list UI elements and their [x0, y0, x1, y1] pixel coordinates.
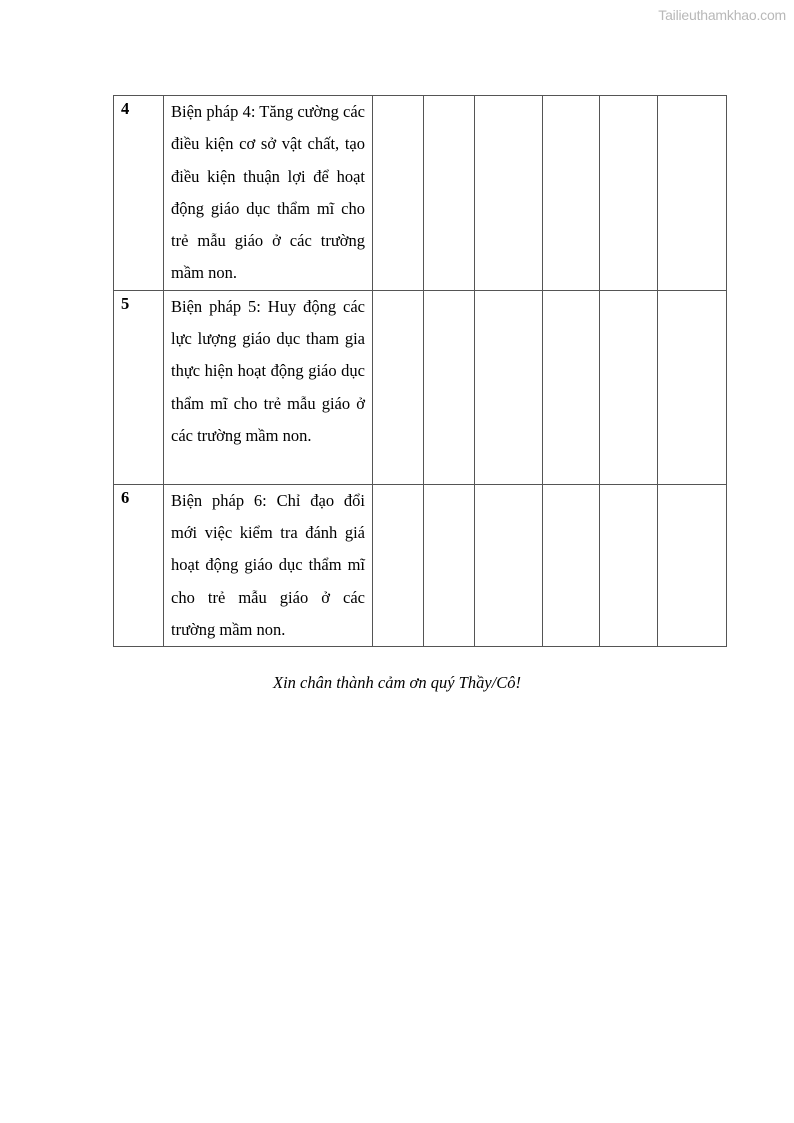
rating-cell[interactable]	[600, 290, 658, 484]
survey-table	[113, 95, 727, 647]
rating-cell[interactable]	[600, 484, 658, 646]
rating-cell[interactable]	[424, 96, 475, 291]
table-row	[114, 484, 727, 646]
measure-text: Biện pháp 5: Huy động các lực lượng giáo dục tham gia thực hiện hoạt động giáo dục thẩm mĩ cho trẻ mẫu giáo ở các trường mầm non.	[171, 296, 365, 445]
measure-description	[164, 96, 373, 291]
rating-cell[interactable]	[424, 484, 475, 646]
rating-cell[interactable]	[543, 290, 600, 484]
rating-cell[interactable]	[373, 484, 424, 646]
row-number: 5	[114, 290, 164, 484]
rating-cell[interactable]	[658, 290, 727, 484]
rating-cell[interactable]	[475, 290, 543, 484]
measure-text: Biện pháp 4: Tăng cường các điều kiện cơ sở vật chất, tạo điều kiện thuận lợi để hoạt động giáo dục thẩm mĩ cho trẻ mẫu giáo ở các trường mầm non.	[171, 102, 365, 283]
rating-cell[interactable]	[373, 290, 424, 484]
rating-cell[interactable]	[373, 96, 424, 291]
measure-description	[164, 484, 373, 646]
row-number: 6	[114, 484, 164, 646]
table-row	[114, 290, 727, 484]
watermark: Tailieuthamkhao.com	[658, 7, 786, 23]
rating-cell[interactable]	[543, 96, 600, 291]
rating-cell[interactable]	[475, 484, 543, 646]
measure-text: Biện pháp 6: Chỉ đạo đổi mới việc kiểm tra đánh giá hoạt động giáo dục thẩm mĩ cho trẻ mẫu giáo ở các trường mầm non.	[171, 490, 365, 639]
measure-description	[164, 290, 373, 484]
rating-cell[interactable]	[475, 96, 543, 291]
row-number: 4	[114, 96, 164, 291]
closing-thanks: Xin chân thành cảm ơn quý Thầy/Cô!	[272, 673, 522, 692]
rating-cell[interactable]	[424, 290, 475, 484]
rating-cell[interactable]	[543, 484, 600, 646]
rating-cell[interactable]	[658, 484, 727, 646]
rating-cell[interactable]	[600, 96, 658, 291]
table-row	[114, 96, 727, 291]
rating-cell[interactable]	[658, 96, 727, 291]
